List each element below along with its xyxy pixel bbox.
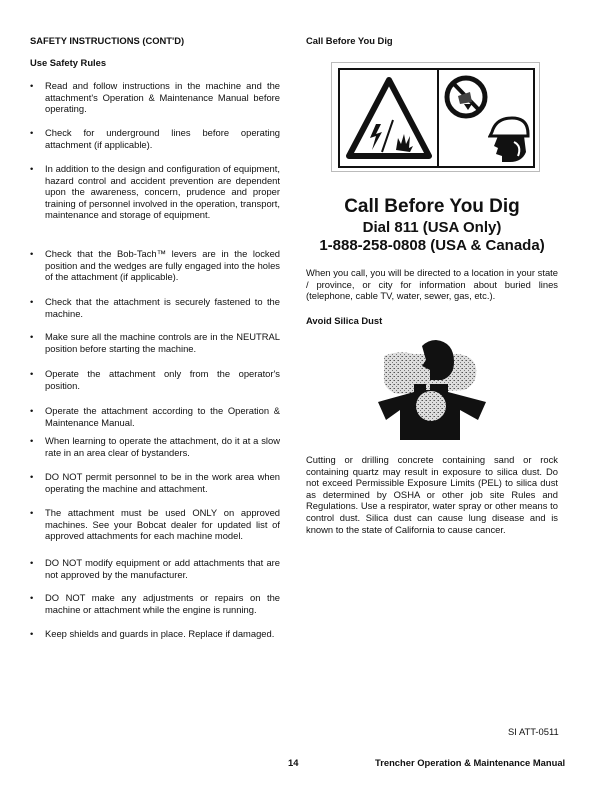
hard-hat-worker-icon bbox=[488, 116, 532, 164]
bullet-marker: • bbox=[30, 592, 34, 603]
bullet-marker: • bbox=[30, 471, 34, 482]
subheading: Use Safety Rules bbox=[30, 57, 107, 68]
call-before-dig-sign bbox=[331, 62, 540, 172]
section-title: SAFETY INSTRUCTIONS (CONT'D) bbox=[30, 35, 185, 46]
bullet-marker: • bbox=[30, 296, 34, 307]
list-item bbox=[30, 248, 280, 283]
bullet-marker: • bbox=[30, 557, 34, 568]
list-item-text: Read and follow instructions in the machine and the attachment's Operation & Maintenance Manual before operating. bbox=[45, 80, 280, 115]
dial-line: Dial 811 (USA Only) bbox=[362, 219, 502, 236]
no-digging-icon bbox=[442, 74, 492, 120]
list-item bbox=[30, 163, 280, 221]
document-code: SI ATT-0511 bbox=[508, 726, 559, 737]
list-item-text: Operate the attachment only from the operator's position. bbox=[45, 368, 280, 391]
bullet-marker: • bbox=[30, 368, 34, 379]
list-item-text: When learning to operate the attachment, do it at a slow rate in an area clear of bystanders. bbox=[45, 435, 280, 458]
big-title: Call Before You Dig bbox=[344, 196, 520, 217]
bullet-marker: • bbox=[30, 331, 34, 342]
page-number: 14 bbox=[288, 757, 299, 768]
manual-title: Trencher Operation & Maintenance Manual bbox=[375, 757, 566, 768]
list-item bbox=[30, 296, 280, 319]
list-item-text: Keep shields and guards in place. Replace if damaged. bbox=[45, 628, 275, 639]
silica-heading: Avoid Silica Dust bbox=[306, 315, 383, 326]
list-item-text: DO NOT permit personnel to be in the work area when operating the machine and attachment. bbox=[45, 471, 280, 494]
silica-paragraph: Cutting or drilling concrete containing sand or rock containing quartz may result in exposure to silica dust. Do not exceed Permissible Exposure Limits (PEL) to silica dust as determined by OSHA or other job site Rules and Regulations. Use a respirator, water spray or other means to control dust. Silica dust can cause lung disease and is known to the state of California to cause cancer. bbox=[306, 454, 558, 535]
bullet-marker: • bbox=[30, 405, 34, 416]
list-item bbox=[30, 628, 280, 640]
list-item-text: DO NOT modify equipment or add attachments that are not approved by the manufacturer. bbox=[45, 557, 280, 580]
list-item bbox=[30, 592, 280, 615]
list-item bbox=[30, 435, 280, 458]
list-item bbox=[30, 368, 280, 391]
electrical-hazard-triangle-icon bbox=[346, 76, 432, 160]
sign-divider bbox=[437, 70, 439, 166]
bullet-marker: • bbox=[30, 507, 34, 518]
list-item-text: The attachment must be used ONLY on approved machines. See your Bobcat dealer for updated list of approved attachments for each machine model. bbox=[45, 507, 280, 542]
phone-line: 1-888-258-0808 (USA & Canada) bbox=[319, 237, 545, 254]
silica-dust-breathing-icon bbox=[378, 340, 488, 440]
bullet-marker: • bbox=[30, 80, 34, 91]
list-item bbox=[30, 80, 280, 115]
list-item bbox=[30, 127, 280, 150]
list-item-text: In addition to the design and configuration of equipment, hazard control and accident prevention are dependent upon the awareness, concern, prudence and proper training of personnel involved in the operation, transport, maintenance and storage of equipment. bbox=[45, 163, 280, 221]
bullet-marker: • bbox=[30, 628, 34, 639]
list-item bbox=[30, 405, 280, 428]
list-item bbox=[30, 471, 280, 494]
call-paragraph: When you call, you will be directed to a location in your state / province, or city for information about buried lines (telephone, cable TV, water, sewer, gas, etc.). bbox=[306, 267, 558, 302]
bullet-marker: • bbox=[30, 248, 34, 259]
bullet-marker: • bbox=[30, 127, 34, 138]
list-item-text: Check that the Bob-Tach™ levers are in the locked position and the wedges are fully engaged into the holes of the attachment (if applicable). bbox=[45, 248, 280, 283]
list-item-text: Operate the attachment according to the Operation & Maintenance Manual. bbox=[45, 405, 280, 428]
list-item-text: Check that the attachment is securely fastened to the machine. bbox=[45, 296, 280, 319]
call-heading: Call Before You Dig bbox=[306, 35, 393, 46]
list-item-text: Make sure all the machine controls are in the NEUTRAL position before starting the machine. bbox=[45, 331, 280, 354]
list-item bbox=[30, 331, 280, 354]
bullet-marker: • bbox=[30, 435, 34, 446]
list-item bbox=[30, 507, 280, 542]
list-item-text: DO NOT make any adjustments or repairs on the machine or attachment while the engine is running. bbox=[45, 592, 280, 615]
list-item-text: Check for underground lines before operating attachment (if applicable). bbox=[45, 127, 280, 150]
bullet-marker: • bbox=[30, 163, 34, 174]
list-item bbox=[30, 557, 280, 580]
